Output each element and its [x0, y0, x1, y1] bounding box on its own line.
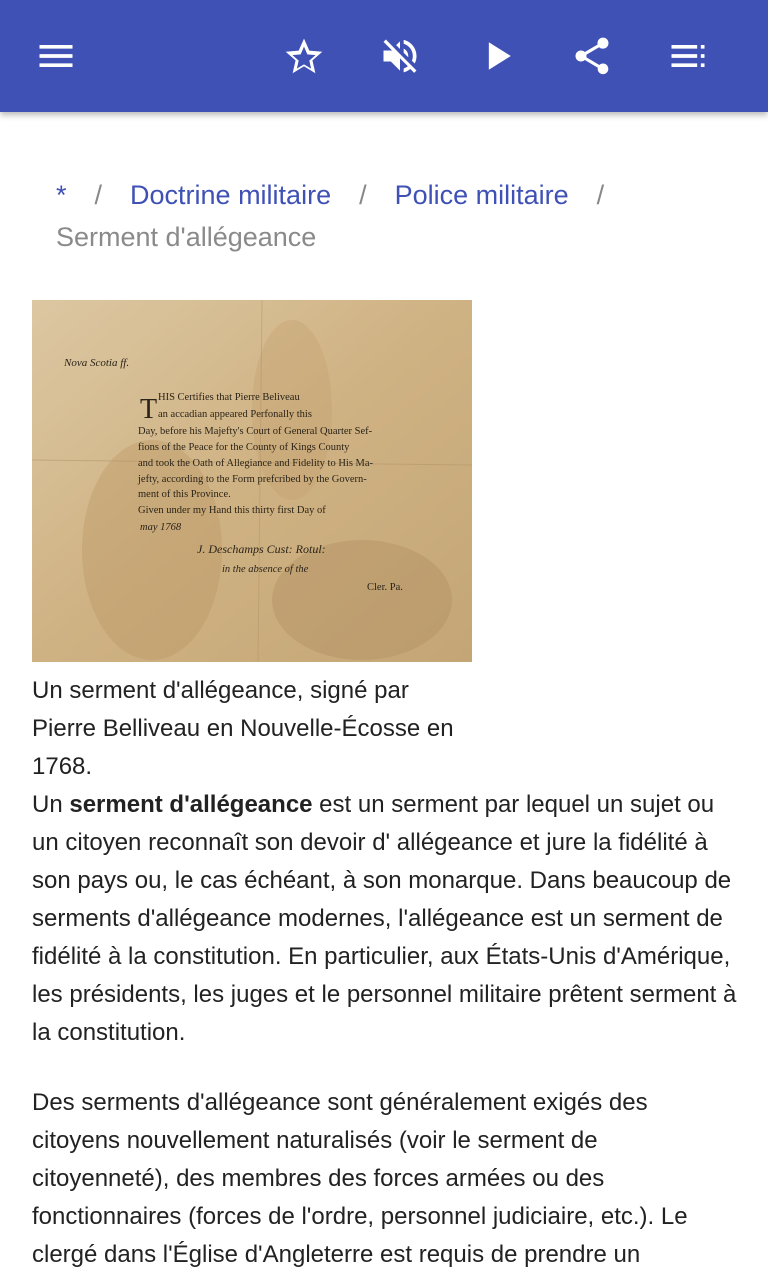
- breadcrumb: [56, 174, 736, 258]
- app-toolbar: [0, 0, 768, 112]
- share-button[interactable]: [564, 28, 620, 84]
- doc-line: J. Deschamps Cust: Rotul:: [197, 542, 326, 556]
- doc-line: may 1768: [140, 522, 182, 533]
- breadcrumb-separator: /: [94, 180, 103, 210]
- article-content: [0, 112, 768, 1280]
- image-caption: Un serment d'allégeance, signé par Pierre Belliveau en Nouvelle-Écosse en 1768.: [32, 677, 454, 780]
- play-button[interactable]: [470, 28, 526, 84]
- volume-off-icon: [378, 34, 422, 78]
- svg-text:T: T: [140, 394, 158, 425]
- article-paragraph-2: Des serments d'allégeance sont généralement exigés des citoyens nouvellement naturalisés (voir le serment de citoyenneté), des membres des forces armées ou des fonctionnaires (forces de l'ordre, personnel judiciaire, etc.). Le clergé dans l'Église d'Angleterre est requis de prendre un: [32, 1089, 688, 1268]
- breadcrumb-separator: /: [596, 180, 605, 210]
- breadcrumb-separator: /: [359, 180, 367, 210]
- doc-line: jefty, according to the Form prefcribed by the Govern-: [138, 474, 367, 485]
- favorite-button[interactable]: [276, 28, 332, 84]
- breadcrumb-police-link[interactable]: Police militaire: [394, 180, 569, 210]
- paragraph-text: est un serment par lequel un sujet ou un citoyen reconnaît son devoir d' allégeance et jure la fidélité à son pays ou, le cas échéant, à son monarque. Dans beaucoup de serments d'allégeance modernes, l'allégeance est un serment de fidélité à la constitution. En particulier, aux États-Unis d'Amérique, les présidents, les juges et le personnel militaire prêtent serment à la constitution.: [32, 791, 737, 1046]
- paragraph-text: Un: [32, 791, 70, 818]
- table-of-contents-button[interactable]: [660, 28, 716, 84]
- doc-line: HIS Certifies that Pierre Beliveau: [158, 392, 300, 403]
- breadcrumb-current-page: Serment d'allégeance: [56, 222, 317, 252]
- doc-line: in the absence of the: [222, 564, 309, 575]
- doc-line: fions of the Peace for the County of Kings County: [138, 442, 350, 453]
- doc-line: Day, before his Majefty's Court of General Quarter Sef-: [138, 426, 373, 437]
- article-term: serment d'allégeance: [69, 791, 313, 818]
- star-outline-icon: [282, 34, 326, 78]
- play-icon: [476, 34, 520, 78]
- breadcrumb-doctrine-link[interactable]: Doctrine militaire: [130, 180, 332, 210]
- doc-line: Given under my Hand this thirty first Day of: [138, 505, 326, 516]
- doc-line: Cler. Pa.: [367, 582, 403, 593]
- mute-button[interactable]: [372, 28, 428, 84]
- oath-document-image[interactable]: [32, 300, 472, 662]
- doc-line: and took the Oath of Allegiance and Fidelity to His Ma-: [138, 458, 374, 469]
- article-paragraph-1: [32, 786, 738, 1052]
- doc-header: Nova Scotia ff.: [64, 357, 130, 369]
- list-menu-icon: [666, 34, 710, 78]
- menu-button[interactable]: [28, 28, 84, 84]
- doc-line: ment of this Province.: [138, 489, 231, 500]
- share-icon: [570, 34, 614, 78]
- doc-line: an accadian appeared Perfonally this: [158, 409, 312, 420]
- document-illustration: [32, 300, 472, 662]
- hamburger-menu-icon: [34, 34, 78, 78]
- breadcrumb-home-link[interactable]: *: [56, 180, 67, 210]
